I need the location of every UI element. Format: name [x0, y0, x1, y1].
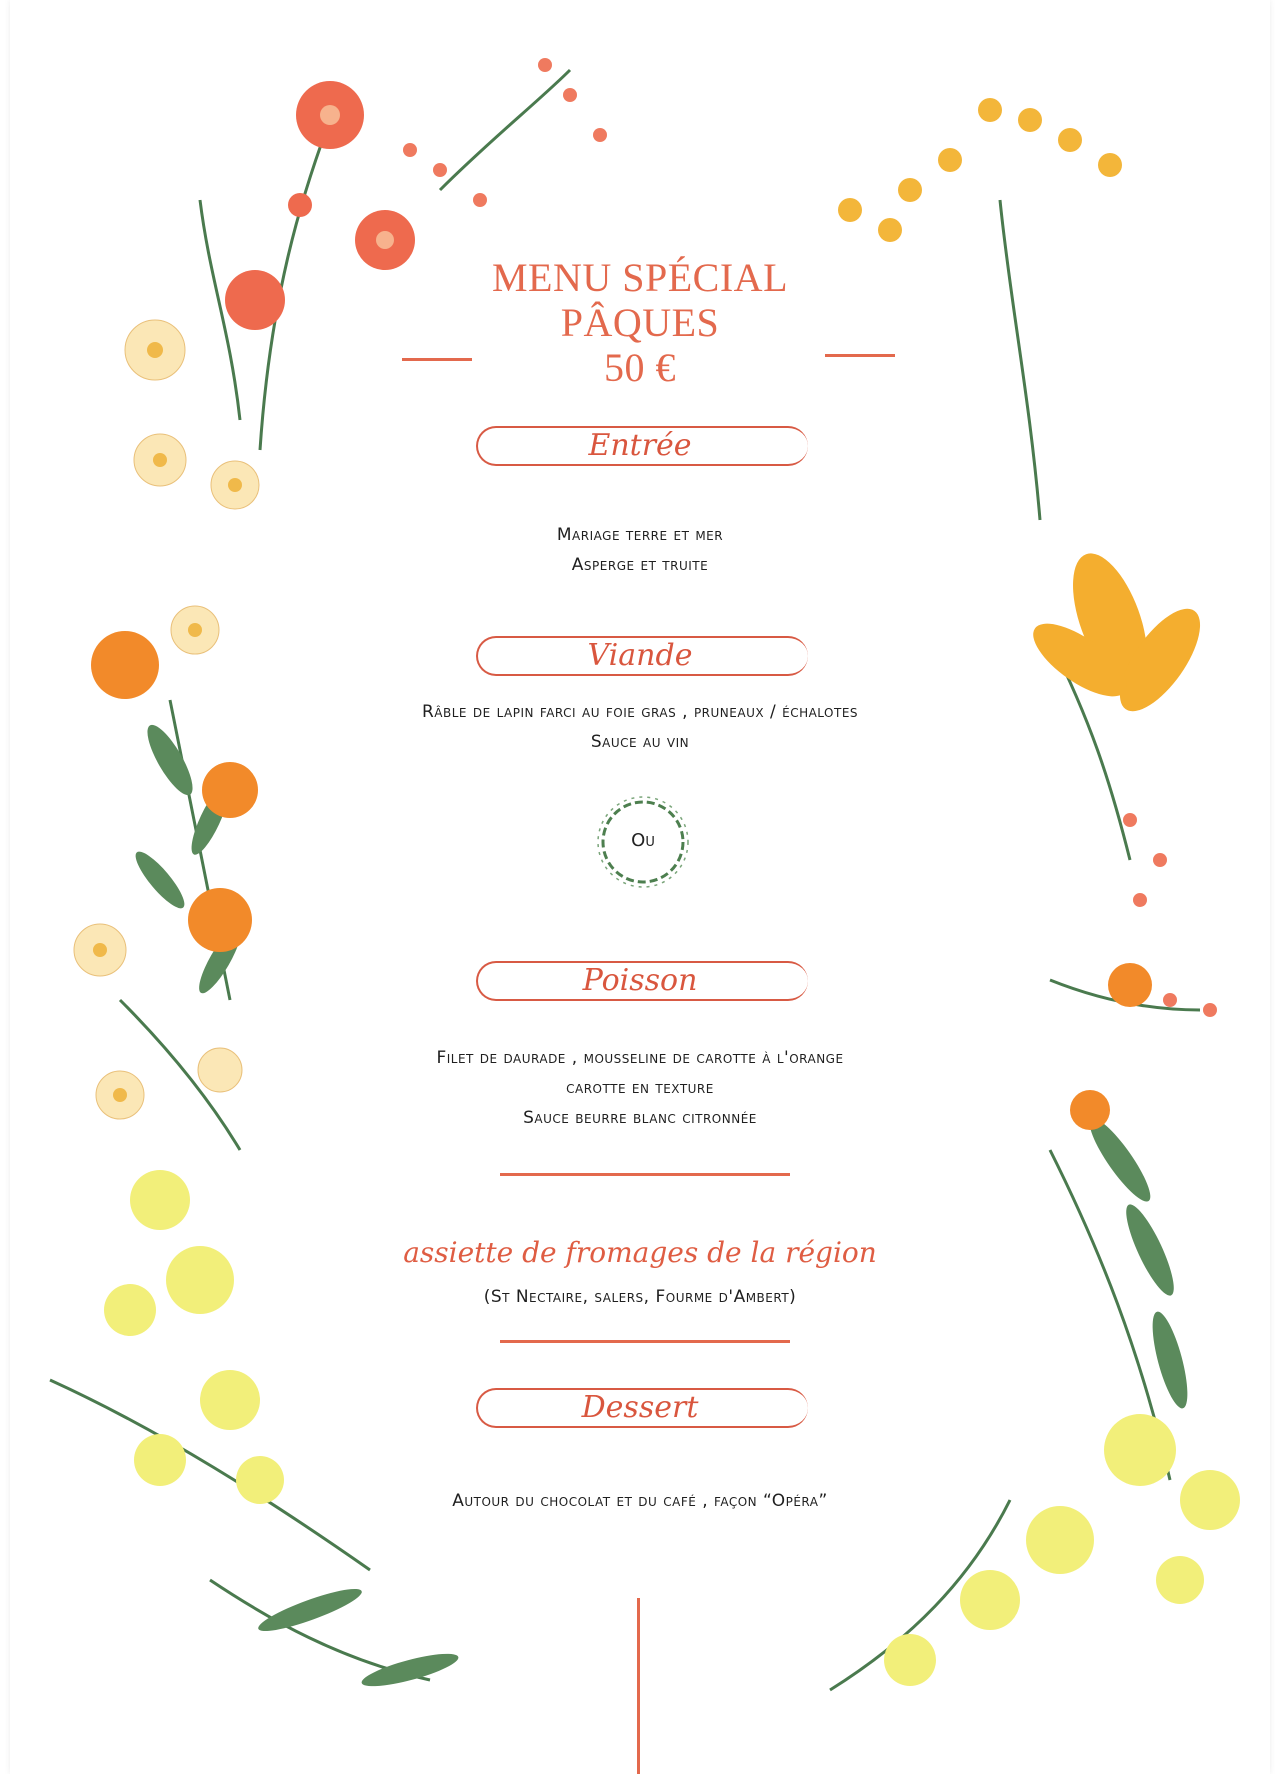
- ou-wreath: [593, 792, 693, 892]
- dish-line: Sauce au vin: [590, 732, 690, 752]
- title-rule-left: [402, 358, 472, 361]
- dish-fromages: [10, 1282, 1270, 1312]
- bottom-vertical-rule: [637, 1598, 640, 1774]
- heading-frame: [476, 961, 808, 1001]
- heading-frame: [476, 636, 808, 676]
- dish-line: Asperge et truite: [571, 555, 709, 575]
- dish-dessert: [10, 1486, 1270, 1516]
- divider-rule: [500, 1173, 790, 1176]
- dish-line: Autour du chocolat et du café , façon “Opéra”: [452, 1491, 828, 1511]
- dish-line: Sauce beurre blanc citronnée: [523, 1108, 757, 1128]
- section-heading-poisson: Poisson: [10, 963, 1270, 998]
- menu-title-line2: PÂQUES: [560, 300, 720, 345]
- section-heading-viande: Viande: [10, 638, 1270, 673]
- dish-line: Filet de daurade , mousseline de carotte à l'orange: [436, 1048, 844, 1068]
- title-rule-right: [825, 354, 895, 357]
- menu-title-line1: MENU SPÉCIAL: [491, 255, 789, 300]
- dish-line: (St Nectaire, salers, Fourme d'Ambert): [483, 1287, 797, 1307]
- menu-price: 50 €: [604, 345, 676, 390]
- dish-line: Mariage terre et mer: [556, 525, 724, 545]
- dish-entree: [10, 520, 1270, 580]
- ou-label: Ou: [631, 830, 655, 851]
- dish-poisson: [10, 1043, 1270, 1133]
- dish-line: Râble de lapin farci au foie gras , pruneaux / échalotes: [421, 702, 859, 722]
- menu-page: [10, 0, 1270, 1774]
- heading-frame: [476, 426, 808, 466]
- divider-rule: [500, 1340, 790, 1343]
- section-heading-fromages: assiette de fromages de la région: [403, 1236, 877, 1269]
- dish-viande: [10, 697, 1270, 757]
- heading-frame: [476, 1388, 808, 1428]
- dish-line: carotte en texture: [566, 1078, 714, 1098]
- section-heading-entree: Entrée: [10, 428, 1270, 463]
- menu-title: [10, 255, 1270, 390]
- section-heading-dessert: Dessert: [10, 1390, 1270, 1425]
